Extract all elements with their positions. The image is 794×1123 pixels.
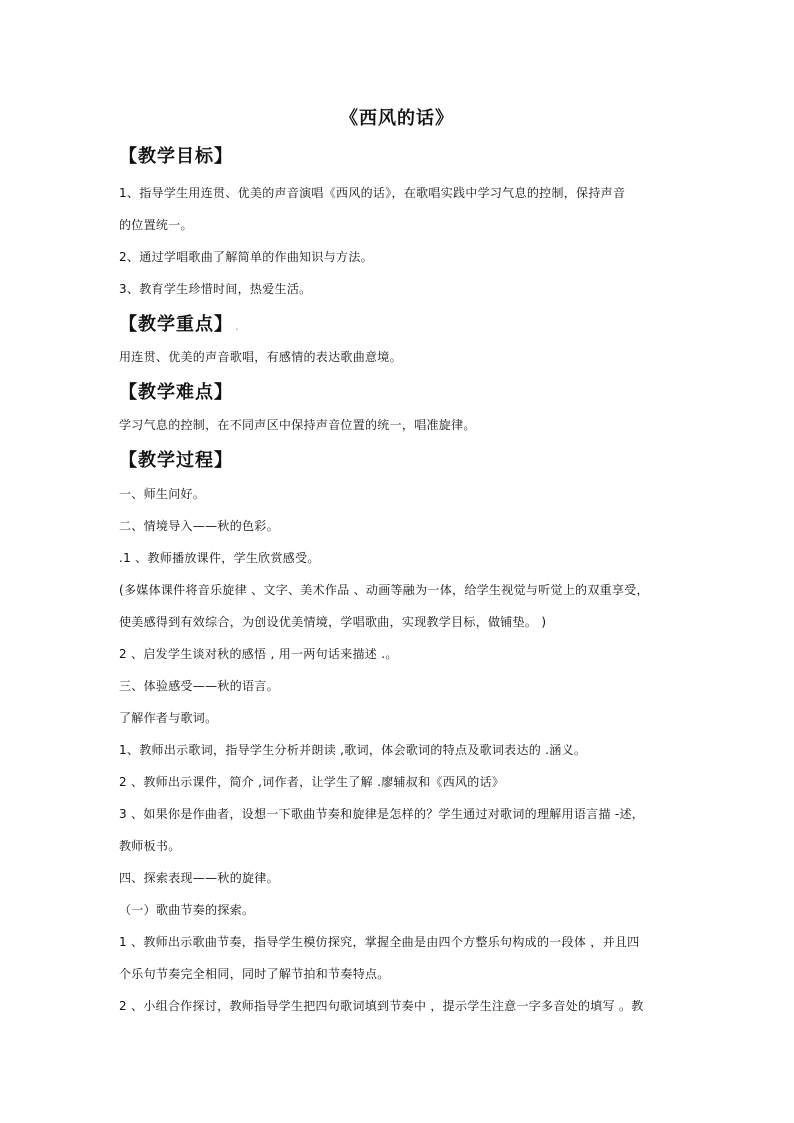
paragraph-line: 1、指导学生用连贯、优美的声音演唱《西风的话》，在歌唱实践中学习气息的控制，保持声音 — [119, 186, 626, 200]
paragraph-line: 使美感得到有效综合，为创设优美情境，学唱歌曲，实现教学目标，做铺垫。 ) — [119, 615, 547, 629]
paragraph-line: 的位置统一。 — [119, 218, 193, 232]
paragraph-line: 一、师生问好。 — [119, 487, 206, 501]
section-heading-text: 【教学目标】 — [119, 146, 233, 167]
paragraph-line: .1 、教师播放课件，学生欣赏感受。 — [119, 551, 320, 565]
paragraph-line: 2 、启发学生谈对秋的感悟 , 用一两句话来描述 .。 — [119, 647, 398, 661]
paragraph-line: 三、体验感受——秋的语言。 — [119, 679, 279, 693]
paragraph-line: 1、教师出示歌词，指导学生分析并朗读 ,歌词，体会歌词的特点及歌词表达的 .涵义。 — [119, 743, 587, 757]
paragraph-line: 四、探索表现——秋的旋律。 — [119, 871, 279, 885]
paragraph-line: 2 、小组合作探讨，教师指导学生把四句歌词填到节奏中 ，提示学生注意一字多音处的填写 。教 — [119, 999, 644, 1013]
paragraph-line: 2 、教师出示课件，简介 ,词作者，让学生了解 .廖辅叔和《西风的话》 — [119, 775, 505, 789]
section-heading-text: 【教学过程】 — [119, 450, 233, 471]
stray-mark: . — [235, 319, 240, 333]
paragraph-line: 3 、如果你是作曲者，设想一下歌曲节奏和旋律是怎样的？学生通过对歌词的理解用语言描 -述， — [119, 807, 645, 821]
section-heading-key-points — [119, 311, 677, 347]
paragraph-line: 个乐句节奏完全相同，同时了解节拍和节奏特点。 — [119, 967, 390, 981]
document-body — [119, 143, 677, 1014]
paragraph-line: 二、情境导入——秋的色彩。 — [119, 519, 279, 533]
paragraph-line: 1 、教师出示歌曲节奏，指导学生模仿探究，掌握全曲是由四个方整乐句构成的一段体 ，并且四 — [119, 935, 640, 949]
paragraph-line: 了解作者与歌词。 — [119, 711, 218, 725]
paragraph-line: (多媒体课件将音乐旋律 、文字、美术作品 、动画等融为一体，给学生视觉与听觉上的双重享受， — [119, 583, 649, 597]
paragraph-line: 学习气息的控制，在不同声区中保持声音位置的统一，唱准旋律。 — [119, 418, 476, 432]
document-title: 《西风的话》 — [340, 108, 454, 129]
paragraph-line: （一）歌曲节奏的探索。 — [119, 903, 255, 917]
section-heading-process — [119, 447, 677, 483]
section-heading-text: 【教学难点】 — [119, 382, 233, 403]
section-heading-difficulties — [119, 379, 677, 415]
section-heading-text: 【教学重点】 — [119, 314, 233, 335]
paragraph-line: 教师板书。 — [119, 839, 181, 853]
paragraph-line: 用连贯、优美的声音歌唱，有感情的表达歌曲意境。 — [119, 350, 402, 364]
paragraph-line: 3、教育学生珍惜时间，热爱生活。 — [119, 282, 312, 296]
paragraph-line: 2、通过学唱歌曲了解简单的作曲知识与方法。 — [119, 250, 373, 264]
section-heading-objectives — [119, 143, 677, 179]
